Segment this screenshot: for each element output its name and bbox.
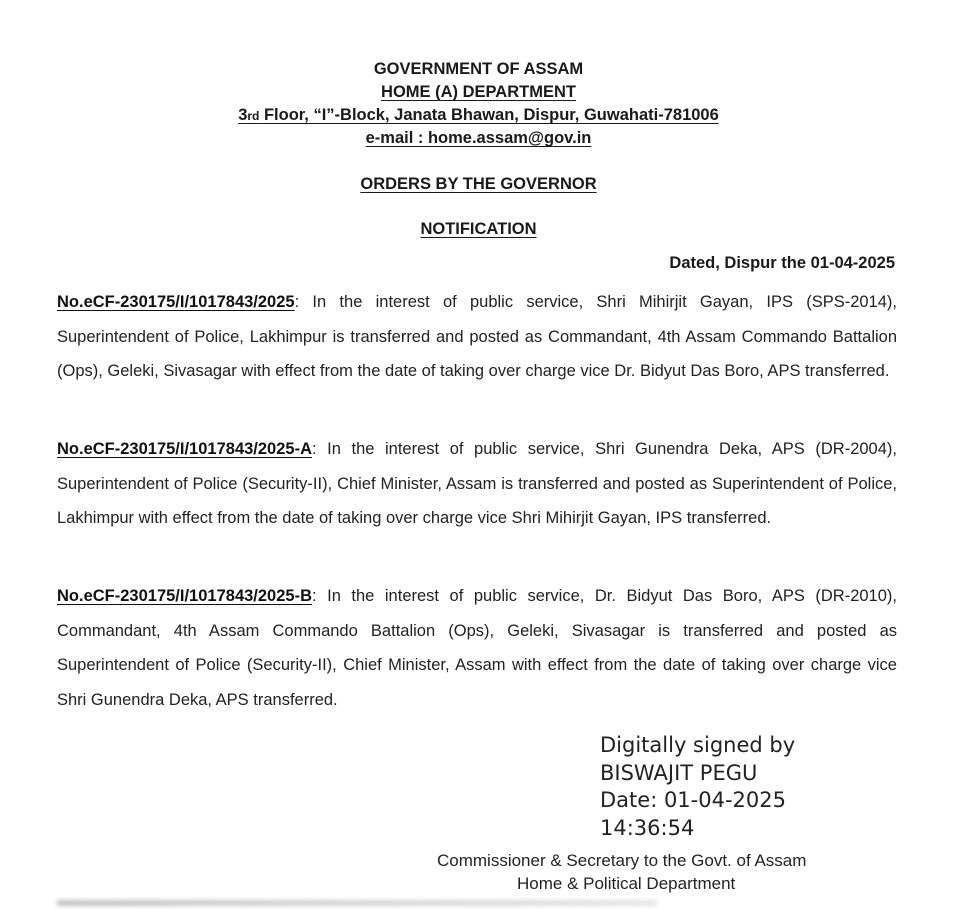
cut-off-text-line — [57, 900, 657, 906]
signature-line-2: BISWAJIT PEGU — [600, 760, 758, 785]
order-paragraph-2 — [57, 432, 897, 536]
order-paragraph-3 — [57, 579, 897, 717]
order-paragraph-1 — [57, 285, 897, 389]
address-line — [0, 105, 957, 126]
address-floor-number: 3 — [238, 106, 248, 124]
order-text-3: : In the interest of public service, Dr. Bidyut Das Boro, APS (DR-2010), Commandant, 4th Assam Commando Battalion (Ops), Geleki, Sivasagar is transferred and posted as Superintendent of Police (Security-II), Chief Minister, Assam with effect from the date of taking over charge vice Shri Gunendra Deka, APS transferred. — [57, 587, 897, 709]
order-text-2: : In the interest of public service, Shri Gunendra Deka, APS (DR-2004), Superintendent of Police (Security-II), Chief Minister, Assam is transferred and posted as Superintendent of Police, Lakhimpur with effect from the date of taking over charge vice Shri Mihirjit Gayan, IPS transferred. — [57, 440, 897, 527]
notification-title: NOTIFICATION — [420, 220, 537, 238]
email-line: e-mail : home.assam@gov.in — [365, 129, 592, 147]
signature-line-4: 14:36:54 — [600, 815, 695, 840]
order-ref-1: No.eCF-230175/I/1017843/2025 — [57, 293, 295, 311]
signature-line-3: Date: 01-04-2025 — [600, 788, 786, 812]
government-heading: GOVERNMENT OF ASSAM — [373, 60, 584, 78]
dated-line: Dated, Dispur the 01-04-2025 — [669, 254, 895, 272]
order-ref-3: No.eCF-230175/I/1017843/2025-B — [57, 587, 312, 605]
department-heading: HOME (A) DEPARTMENT — [381, 83, 576, 101]
digital-signature-block — [600, 732, 795, 842]
order-ref-2: No.eCF-230175/I/1017843/2025-A — [57, 440, 312, 458]
signature-line-1: Digitally signed by — [600, 733, 796, 757]
designation-line-1: Commissioner & Secretary to the Govt. of Assam — [437, 851, 807, 870]
designation-line-2: Home & Political Department — [517, 874, 736, 893]
address-floor-suffix: rd — [247, 109, 260, 123]
orders-title: ORDERS BY THE GOVERNOR — [360, 175, 597, 193]
address-rest: Floor, “I”-Block, Janata Bhawan, Dispur, Guwahati-781006 — [259, 106, 719, 124]
order-text-1: : In the interest of public service, Shri Mihirjit Gayan, IPS (SPS-2014), Superintendent of Police, Lakhimpur is transferred and posted as Commandant, 4th Assam Commando Battalion (Ops), Geleki, Sivasagar with effect from the date of taking over charge vice Dr. Bidyut Das Boro, APS transferred. — [57, 293, 897, 380]
